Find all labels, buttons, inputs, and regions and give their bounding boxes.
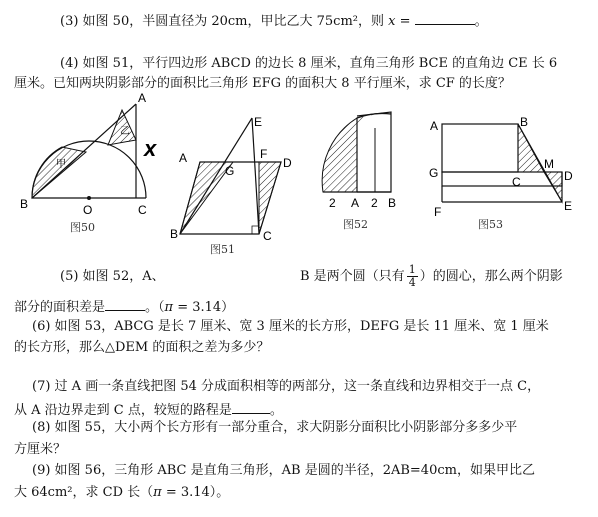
label-b: B xyxy=(520,115,529,129)
problem-9-line-1: (9) 如图 56，三角形 ABC 是直角三角形，AB 是圆的半径，2AB=40cm，如果甲比乙 xyxy=(32,463,535,478)
problem-4-line-1: (4) 如图 51，平行四边形 ABCD 的边长 8 厘米，直角三角形 BCE 的直角边 CE 长 6 xyxy=(60,56,558,71)
answer-blank xyxy=(232,401,270,414)
label-c: C xyxy=(512,175,521,189)
label-2-left: 2 xyxy=(329,196,336,210)
label-m: M xyxy=(544,157,554,171)
fraction-one-quarter: $\frac{1}{4}$ xyxy=(408,263,416,289)
figure-53 xyxy=(420,112,590,222)
caption-figure-51: 图51 xyxy=(210,243,235,256)
problem-7-line-1: (7) 过 A 画一条直线把图 54 分成面积相等的两部分，这一条直线和边界相交于一点 C， xyxy=(32,379,541,394)
caption-figure-50: 图50 xyxy=(70,221,95,234)
figure-51 xyxy=(170,112,310,242)
problem-4-line-2: 厘米。已知两块阴影部分的面积比三角形 EFG 的面积大 8 平行厘米，求 CF 的长度？ xyxy=(14,76,511,91)
label-a: A xyxy=(179,151,188,165)
problem-5-line-1: (5) 如图 52，A、 xyxy=(60,269,165,284)
problem-7-line-2: 从 A 沿边界走到 C 点，较短的路程是 。 xyxy=(14,403,283,418)
label-e: E xyxy=(564,199,573,213)
label-b: B xyxy=(170,227,179,241)
label-d: D xyxy=(283,156,292,170)
problem-3: (3) 如图 50，半圆直径为 20cm，甲比乙大 75cm²，则 x = 。 xyxy=(60,14,488,29)
label-jia: 甲 xyxy=(56,159,66,170)
problem-5-line-1b: B 是两个圆（只有 $\frac{1}{4}$ ）的圆心，那么两个阴影 xyxy=(300,263,563,289)
problem-6-line-2: 的长方形，那么△DEM 的面积之差为多少？ xyxy=(14,340,270,355)
center-point-o xyxy=(87,196,91,200)
label-f: F xyxy=(260,147,268,161)
figure-52 xyxy=(315,108,415,218)
label-e: E xyxy=(254,115,263,129)
label-2-right: 2 xyxy=(371,196,378,210)
problem-9-line-2: 大 64cm²，求 CD 长（π = 3.14）。 xyxy=(14,485,230,500)
quarter-circle-large xyxy=(357,113,391,192)
label-a: A xyxy=(351,196,360,210)
problem-5-line-2: 部分的面积差是 。（π = 3.14） xyxy=(14,300,235,315)
square-outline xyxy=(357,112,391,192)
right-angle-mark xyxy=(252,226,259,234)
segment-be xyxy=(180,118,252,234)
label-a: A xyxy=(430,119,439,133)
label-yi: 乙 xyxy=(120,126,130,137)
caption-figure-52: 图52 xyxy=(343,218,368,231)
rectangle-defg xyxy=(442,172,562,186)
label-c: C xyxy=(138,203,147,217)
label-o: O xyxy=(83,203,93,217)
problem-6-line-1: (6) 如图 53，ABCG 是长 7 厘米、宽 3 厘米的长方形，DEFG 是长 11 厘米、宽 1 厘米 xyxy=(32,319,549,334)
label-b: B xyxy=(20,197,29,211)
label-c: C xyxy=(263,229,272,243)
figure-50 xyxy=(10,90,170,230)
problem-8-line-2: 方厘米？ xyxy=(14,442,67,457)
caption-figure-53: 图53 xyxy=(478,218,503,231)
rectangle-abcg xyxy=(442,124,518,172)
label-a: A xyxy=(138,91,147,105)
answer-blank xyxy=(105,298,145,311)
shaded-region-left xyxy=(322,118,357,192)
label-g: G xyxy=(225,164,235,178)
label-x: x xyxy=(144,136,157,161)
label-f: F xyxy=(434,205,442,219)
segment-ec xyxy=(252,118,259,234)
answer-blank xyxy=(415,12,475,25)
label-g: G xyxy=(429,166,439,180)
label-b: B xyxy=(388,196,397,210)
label-d: D xyxy=(564,169,573,183)
problem-8-line-1: (8) 如图 55，大小两个长方形有一部分重合，求大阴影分面积比小阴影部分多多少平 xyxy=(32,420,518,435)
